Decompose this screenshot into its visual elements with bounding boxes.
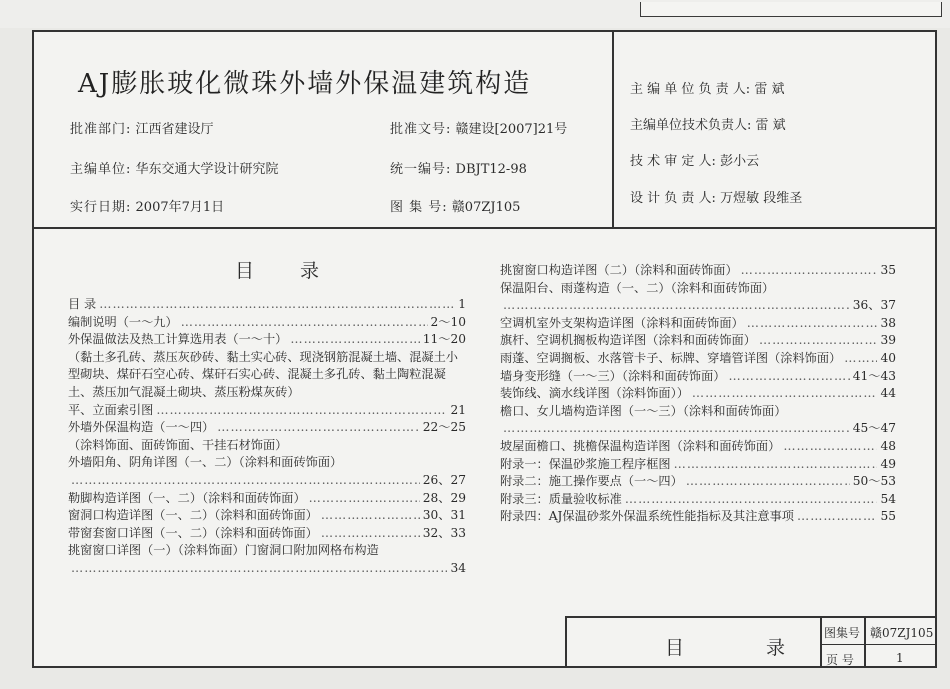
approval-dept-value: 江西省建设厅 — [135, 122, 214, 137]
toc-right-entry — [500, 280, 896, 298]
toc-right-entry-text: 附录三：质量验收标准 — [500, 491, 622, 506]
toc-left-entry-page: 2～10 — [430, 314, 466, 329]
toc-title: 目 录 — [235, 260, 340, 282]
atlas-no — [390, 196, 520, 215]
leader-dots — [625, 491, 878, 509]
toc-left-entry-text: 外墙阳角、阴角详图（一、二）（涂料和面砖饰面） — [68, 455, 343, 470]
leader-dots — [728, 368, 849, 386]
toc-right-entry-text: 雨蓬、空调搁板、水落管卡子、标牌、穿墙管详图（涂料饰面） — [500, 350, 842, 365]
toc-right-entry-text: 檐口、女儿墙构造详图（一～三）（涂料和面砖饰面） — [500, 403, 787, 418]
toc-right-entry — [500, 420, 896, 438]
toc-right-entry — [500, 491, 896, 509]
leader-dots — [290, 331, 419, 349]
toc-right-column — [500, 262, 896, 526]
title-block-mid2 — [864, 616, 866, 668]
editor-unit-value: 华东交通大学设计研究院 — [135, 162, 279, 177]
leader-dots — [674, 456, 878, 474]
toc-left-entry — [68, 349, 466, 402]
toc-left-entry-text: 外保温做法及热工计算选用表（一～十） — [68, 332, 288, 347]
toc-left-entry-text: 平、立面索引图 — [68, 402, 154, 417]
toc-left-entry — [68, 331, 466, 349]
toc-left-entry-text: 目 录 — [68, 297, 97, 311]
editor-unit — [70, 158, 279, 177]
toc-right-entry — [500, 473, 896, 491]
toc-left-entry — [68, 542, 466, 560]
toc-right-entry-text: 挑窗窗口构造详图（二）（涂料和面砖饰面） — [500, 263, 738, 277]
toc-left-entry — [68, 490, 466, 508]
design-leader-value: 万煜敏 段维圣 — [720, 191, 803, 206]
toc-right-entry-text: 附录一：保温砂浆施工程序框图 — [500, 456, 671, 471]
toc-right-entry — [500, 385, 896, 403]
leader-dots — [181, 314, 428, 332]
toc-left-entry-page: 11～20 — [422, 332, 466, 347]
toc-right-entry-page: 54 — [880, 491, 896, 506]
toc-right-entry — [500, 297, 896, 315]
leader-dots — [783, 438, 877, 456]
unified-no-label: 统一编号: — [390, 162, 452, 177]
leader-dots — [217, 419, 420, 437]
toc-right-entry-page: 48 — [880, 438, 896, 453]
approval-no — [390, 118, 567, 137]
toc-left-entry-page: 26、27 — [422, 472, 466, 487]
leader-dots — [503, 297, 850, 315]
leader-dots — [321, 525, 420, 543]
toc-left-entry — [68, 525, 466, 543]
title-block-top — [565, 616, 937, 618]
toc-right-entry — [500, 403, 896, 421]
approval-dept-label: 批准部门: — [70, 122, 132, 137]
editor-unit-label: 主编单位: — [70, 162, 132, 177]
toc-right-entry-text: 装饰线、滴水线详图（涂料饰面）） — [500, 386, 689, 401]
toc-left-entry-text: 挑窗窗口详图（一）（涂料饰面）门窗洞口附加网格布构造 — [68, 543, 379, 558]
toc-left-entry-text: 外墙外保温构造（一～四） — [68, 420, 215, 435]
tech-reviewer-label: 技 术 审 定 人: — [630, 154, 716, 169]
toc-right-entry-page: 40 — [880, 350, 896, 365]
toc-right-entry-page: 49 — [880, 456, 896, 471]
toc-left-entry — [68, 419, 466, 437]
leader-dots — [759, 332, 878, 350]
toc-right-entry-text: 附录二：施工操作要点（一～四） — [500, 474, 683, 489]
effective-date — [70, 196, 224, 215]
toc-left-entry — [68, 560, 466, 578]
toc-left-entry — [68, 314, 466, 332]
toc-right-entry — [500, 438, 896, 456]
toc-right-entry — [500, 332, 896, 350]
toc-right-entry-text: 空调机室外支架构造详图（涂料和面砖饰面） — [500, 315, 744, 330]
toc-right-entry-page: 55 — [880, 509, 896, 524]
toc-right-entry-text: 墙身变形缝（一～三）（涂料和面砖饰面） — [500, 368, 726, 383]
toc-right-entry-text: 保温阳台、雨蓬构造（一、二）（涂料和面砖饰面） — [500, 280, 775, 295]
toc-right-entry — [500, 350, 896, 368]
approval-no-value: 赣建设[2007]21号 — [455, 122, 568, 137]
toc-left-entry — [68, 402, 466, 420]
chief-unit-leader-label: 主 编 单 位 负 责 人: — [630, 82, 751, 97]
leader-dots — [692, 385, 878, 403]
toc-left-entry — [68, 296, 466, 314]
leader-dots — [309, 490, 420, 508]
toc-right-entry-page: 39 — [880, 333, 896, 348]
header-vertical-divider — [612, 30, 614, 228]
chief-tech-leader — [630, 114, 786, 133]
leader-dots — [686, 473, 850, 491]
toc-right-entry — [500, 456, 896, 474]
toc-right-entry — [500, 368, 896, 386]
leader-dots — [741, 262, 878, 280]
toc-left-entry-text: 带窗套窗口详图（一、二）（涂料和面砖饰面） — [68, 525, 318, 540]
design-leader — [630, 187, 802, 206]
chief-tech-leader-label: 主编单位技术负责人: — [630, 118, 752, 133]
chief-unit-leader-value: 雷 斌 — [754, 82, 785, 97]
chief-tech-leader-value: 雷 斌 — [755, 118, 786, 133]
chief-unit-leader — [630, 78, 784, 97]
toc-left-entry-text: （涂料饰面、面砖饰面、干挂石材饰面） — [68, 437, 288, 452]
toc-left-entry — [68, 472, 466, 490]
leader-dots — [156, 402, 447, 420]
unified-no — [390, 158, 527, 177]
toc-left-entry-page: 1 — [458, 297, 466, 311]
toc-left-entry-page: 30、31 — [422, 508, 466, 523]
toc-left-entry-page: 28、29 — [422, 490, 466, 505]
tech-reviewer-value: 彭小云 — [720, 154, 760, 169]
toc-left-entry-page: 22～25 — [422, 420, 466, 435]
toc-left-entry-page: 21 — [450, 402, 466, 417]
toc-right-entry-text: 旗杆、空调机搁板构造详图（涂料和面砖饰面） — [500, 333, 756, 348]
atlas-no-label: 图 集 号: — [390, 200, 448, 215]
leader-dots — [99, 296, 455, 314]
unified-no-value: DBJT12-98 — [455, 162, 527, 177]
design-leader-label: 设 计 负 责 人: — [630, 191, 716, 206]
toc-right-entry — [500, 508, 896, 526]
atlas-no-value: 赣07ZJ105 — [451, 200, 521, 215]
leader-dots — [747, 315, 878, 333]
leader-dots — [844, 350, 877, 368]
effective-date-label: 实行日期: — [70, 200, 132, 215]
approval-dept — [70, 118, 214, 137]
title-block-name: 目 录 — [665, 637, 824, 659]
toc-left-entry-text: （黏土多孔砖、蒸压灰砂砖、黏土实心砖、现浇钢筋混凝土墙、混凝土小型砌块、煤矸石空心砖、煤矸石实心砖、混凝土多孔砖、黏土陶粒混凝土、蒸压加气混凝土砌块、蒸压粉煤灰砖） — [68, 349, 458, 399]
page-label: 页 号 — [826, 653, 854, 667]
toc-left-entry — [68, 437, 466, 455]
toc-right-entry-page: 38 — [880, 315, 896, 330]
toc-left-entry-page: 34 — [450, 560, 466, 575]
header-divider — [32, 227, 937, 229]
toc-right-entry-text: 附录四：AJ保温砂浆外保温系统性能指标及其注意事项 — [500, 509, 794, 524]
leader-dots — [71, 472, 420, 490]
toc-left-entry-text: 编制说明（一～九） — [68, 314, 178, 329]
title-block-row-divider — [820, 644, 937, 645]
toc-right-entry-page: 36、37 — [852, 298, 896, 313]
leader-dots — [797, 508, 877, 526]
toc-left-entry — [68, 454, 466, 472]
toc-left-column — [68, 296, 466, 578]
toc-left-entry-page: 32、33 — [422, 525, 466, 540]
toc-right-entry-page: 45～47 — [852, 421, 896, 436]
toc-right-entry-text: 坡屋面檐口、挑檐保温构造详图（涂料和面砖饰面） — [500, 438, 781, 453]
approval-no-label: 批准文号: — [390, 122, 452, 137]
toc-right-entry-page: 50～53 — [852, 474, 896, 489]
toc-right-entry-page: 44 — [880, 386, 896, 401]
tech-reviewer — [630, 150, 759, 169]
toc-left-entry-text: 勒脚构造详图（一、二）（涂料和面砖饰面） — [68, 490, 306, 505]
leader-dots — [503, 420, 850, 438]
toc-left-entry-text: 窗洞口构造详图（一、二）（涂料和面砖饰面） — [68, 508, 318, 523]
page-value: 1 — [896, 651, 904, 665]
document-title: AJ膨胀玻化微珠外墙外保温建筑构造 — [78, 69, 532, 99]
atlas-value: 赣07ZJ105 — [870, 626, 934, 640]
leader-dots — [321, 507, 420, 525]
atlas-label: 图集号 — [824, 626, 861, 640]
title-block-left — [565, 616, 567, 668]
leader-dots — [71, 560, 447, 578]
effective-date-value: 2007年7月1日 — [135, 200, 225, 215]
toc-right-entry-page: 35 — [880, 263, 896, 277]
toc-left-entry — [68, 507, 466, 525]
toc-right-entry — [500, 315, 896, 333]
top-frame-box — [640, 2, 942, 17]
toc-right-entry — [500, 262, 896, 280]
toc-right-entry-page: 41～43 — [852, 368, 896, 383]
